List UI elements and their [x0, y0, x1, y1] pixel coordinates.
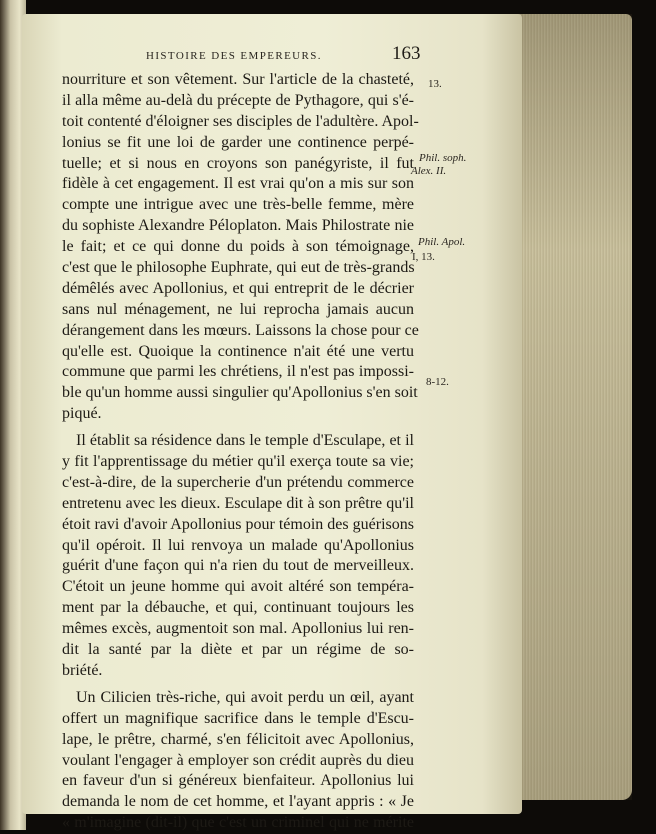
margin-note: 13.: [428, 78, 442, 90]
page-edges: [514, 14, 632, 800]
text-line: y fit l'apprentissage du métier qu'il exerça toute sa vie;: [62, 453, 414, 471]
text-line: entretenu avec les dieux. Esculape dit à son prêtre qu'il: [62, 494, 414, 512]
text-line: « m'imagine (dit-il) que c'est un criminel qui ne mérite: [62, 814, 414, 832]
text-line: sans nul ménagement, ne lui reprocha jamais aucun: [62, 300, 414, 318]
text-line: guérit d'une façon qui n'a rien du tout de merveilleux.: [62, 557, 414, 575]
text-line: c'est-à-dire, de la supercherie d'un prétendu commerce: [62, 473, 414, 491]
text-line: commune que parmi les chrétiens, il n'est pas impossi-: [62, 363, 414, 381]
text-line: qu'elle est. Quoique la continence n'ait été une vertu: [62, 342, 414, 360]
margin-note: Phil. soph.: [419, 152, 467, 164]
text-line: étoit ravi d'avoir Apollonius pour témoin des guérisons: [62, 515, 414, 533]
text-line: ment par la débauche, et qui, continuant toujours les: [62, 599, 414, 617]
text-line: en faveur d'un si généreux bienfaiteur. Apollonius lui: [62, 772, 414, 790]
text-line: lonius se fit une loi de garder une continence perpé-: [62, 133, 414, 151]
page-number: 163: [392, 43, 421, 64]
text-line: tuelle; et si nous en croyons son panégyriste, il fut: [62, 154, 414, 172]
text-line: du sophiste Alexandre Péloplaton. Mais Philostrate nie: [62, 217, 414, 235]
text-line: offert un magnifique sacrifice dans le temple d'Escu-: [62, 709, 414, 727]
text-line: mêmes excès, augmentoit son mal. Apollonius lui ren-: [62, 620, 414, 638]
text-line: le fait; et ce qui donne du poids à son témoignage,: [62, 238, 414, 256]
text-line: demanda le nom de cet homme, et l'ayant appris : « Je: [62, 793, 414, 811]
running-title: HISTOIRE DES EMPEREURS.: [146, 50, 322, 62]
text-line: dit la santé par la diète et par un régime de so-: [62, 641, 414, 659]
text-line: qu'il opéroit. Il lui renvoya un malade qu'Apollonius: [62, 536, 414, 554]
margin-note: I, 13.: [412, 251, 435, 263]
text-line: ble qu'un homme aussi singulier qu'Apollonius s'en soit: [62, 384, 418, 402]
paragraph-start: Un Cilicien très-riche, qui avoit perdu un œil, ayant: [76, 688, 414, 706]
paragraph-start: Il établit sa résidence dans le temple d'Esculape, et il: [76, 432, 414, 450]
text-line: il alla même au-delà du précepte de Pythagore, qui s'é-: [62, 91, 414, 109]
text-line: nourriture et son vêtement. Sur l'article de la chasteté,: [62, 71, 414, 88]
text-line: C'étoit un jeune homme qui avoit altéré son tempéra-: [62, 578, 414, 596]
text-line: voulant l'engager à employer son crédit auprès du dieu: [62, 751, 414, 769]
text-line: démêlés avec Apollonius, et qui entreprit de le décrier: [62, 279, 414, 297]
text-line: briété.: [62, 661, 103, 679]
margin-note: Alex. II.: [411, 165, 447, 177]
text-line: fidèle à cet engagement. Il est vrai qu'on a mis sur son: [62, 175, 414, 193]
text-line: piqué.: [62, 405, 102, 423]
text-line: lape, le prêtre, charmé, s'en félicitoit avec Apollonius,: [62, 730, 414, 748]
text-line: c'est que le philosophe Euphrate, qui eut de très-grands: [62, 259, 415, 277]
body-text: [62, 70, 419, 834]
margin-note: 8-12.: [426, 376, 449, 388]
margin-note: Phil. Apol.: [418, 236, 466, 248]
text-line: dérangement dans les mœurs. Laissons la chose pour ce: [62, 321, 419, 339]
text-line: compte une intrigue avec une très-belle femme, mère: [62, 196, 414, 214]
text-line: toit contenté d'éloigner ses disciples de l'adultère. Apol-: [62, 112, 419, 130]
